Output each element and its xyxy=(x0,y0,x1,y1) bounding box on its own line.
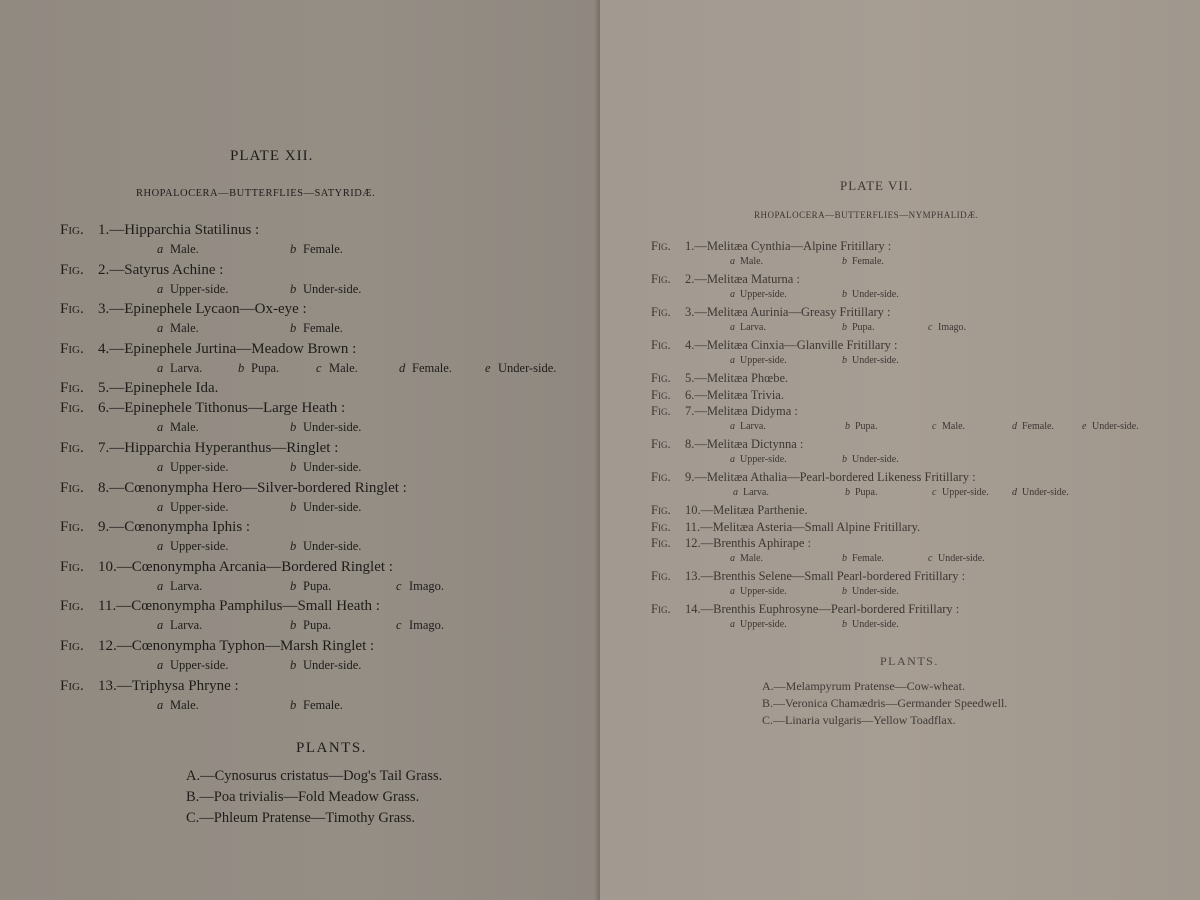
figure-caption: 1.—Hipparchia Statilinus : xyxy=(98,222,260,238)
view-letter: a xyxy=(157,360,164,375)
figure-caption: 10.—Cœnonympha Arcania—Bordered Ringlet : xyxy=(98,558,393,575)
view-letter: a xyxy=(157,499,164,514)
view-label: Upper-side. xyxy=(170,658,229,672)
plate-title: PLATE XII. xyxy=(230,148,314,164)
figure-label: Fig. xyxy=(651,305,671,319)
plants-title: PLANTS. xyxy=(880,654,939,668)
view-letter: b xyxy=(290,281,297,296)
view-label: Female. xyxy=(303,321,343,336)
figure-label: Fig. xyxy=(60,440,84,456)
view-label: Under-side. xyxy=(303,281,362,296)
figure-caption: 12.—Brenthis Aphirape : xyxy=(685,536,812,550)
figure-caption: 8.—Cœnonympha Hero—Silver-bordered Ringlet : xyxy=(98,479,407,496)
plate-subtitle: RHOPALOCERA—BUTTERFLIES—SATYRIDÆ. xyxy=(136,188,376,199)
figure-caption: 12.—Cœnonympha Typhon—Marsh Ringlet : xyxy=(98,638,375,654)
view-label: Larva. xyxy=(743,486,769,498)
view-letter: a xyxy=(157,281,164,296)
plant-entry: B.—Veronica Chamædris—Germander Speedwell. xyxy=(762,696,1008,710)
figure-caption: 7.—Hipparchia Hyperanthus—Ringlet : xyxy=(98,440,339,456)
plate-subtitle: RHOPALOCERA—BUTTERFLIES—NYMPHALIDÆ. xyxy=(754,210,979,220)
figure-caption: 4.—Epinephele Jurtina—Meadow Brown : xyxy=(98,340,357,357)
view-letter: c xyxy=(928,552,933,564)
view-label: Upper-side. xyxy=(170,499,229,514)
view-letter: c xyxy=(932,420,937,432)
view-letter: c xyxy=(932,486,937,498)
figure-caption: 11.—Cœnonympha Pamphilus—Small Heath : xyxy=(98,598,380,615)
view-label: Male. xyxy=(740,552,764,564)
view-letter: a xyxy=(730,453,735,465)
view-label: Under-side. xyxy=(303,539,362,554)
figure-label: Fig. xyxy=(651,536,671,550)
figure-label: Fig. xyxy=(651,387,671,402)
view-letter: b xyxy=(842,255,847,267)
view-label: Under-side. xyxy=(498,360,557,375)
view-letter: b xyxy=(290,242,297,256)
figure-caption: 10.—Melitæa Parthenie. xyxy=(685,503,808,517)
figure-caption: 4.—Melitæa Cinxia—Glanville Fritillary : xyxy=(685,338,898,352)
figure-caption: 13.—Triphysa Phryne : xyxy=(98,677,239,694)
view-letter: b xyxy=(842,321,847,333)
view-letter: a xyxy=(730,420,735,432)
figure-label: Fig. xyxy=(60,519,84,536)
figure-label: Fig. xyxy=(60,479,84,496)
figure-caption: 6.—Epinephele Tithonus—Large Heath : xyxy=(98,400,346,417)
view-label: Pupa. xyxy=(852,321,875,333)
view-letter: b xyxy=(290,420,297,435)
figure-caption: 5.—Epinephele Ida. xyxy=(98,380,219,397)
view-letter: a xyxy=(730,618,735,630)
figure-label: Fig. xyxy=(651,437,671,451)
plant-entry: A.—Melampyrum Pratense—Cow-wheat. xyxy=(762,679,965,693)
view-letter: b xyxy=(290,697,297,712)
figure-caption: 3.—Melitæa Aurinia—Greasy Fritillary : xyxy=(685,305,891,319)
view-label: Under-side. xyxy=(1092,420,1139,432)
figure-caption: 9.—Melitæa Athalia—Pearl-bordered Likeness Fritillary : xyxy=(685,470,976,484)
view-label: Upper-side. xyxy=(170,539,229,554)
view-letter: d xyxy=(1012,486,1017,498)
view-label: Upper-side. xyxy=(740,354,787,366)
view-letter: a xyxy=(730,255,735,267)
view-label: Pupa. xyxy=(303,578,332,593)
view-label: Imago. xyxy=(938,321,967,333)
view-letter: a xyxy=(730,552,735,564)
view-letter: a xyxy=(157,321,164,336)
figure-label: Fig. xyxy=(651,239,671,253)
view-label: Female. xyxy=(852,255,884,267)
view-letter: a xyxy=(157,242,164,256)
figure-label: Fig. xyxy=(60,400,84,417)
figure-caption: 3.—Epinephele Lycaon—Ox-eye : xyxy=(98,301,307,318)
view-label: Under-side. xyxy=(852,618,899,630)
view-label: Male. xyxy=(740,255,764,267)
view-letter: d xyxy=(1012,420,1017,432)
view-letter: a xyxy=(730,288,735,300)
view-label: Under-side. xyxy=(1022,486,1069,498)
view-letter: b xyxy=(290,618,297,633)
view-letter: b xyxy=(290,321,297,336)
view-letter: b xyxy=(842,618,847,630)
figure-caption: 2.—Satyrus Achine : xyxy=(98,261,224,278)
view-letter: a xyxy=(157,697,164,712)
view-letter: a xyxy=(157,618,164,633)
figure-label: Fig. xyxy=(651,503,671,517)
view-letter: a xyxy=(730,354,735,366)
view-label: Female. xyxy=(412,360,452,375)
figure-label: Fig. xyxy=(651,602,671,616)
view-label: Upper-side. xyxy=(740,453,787,465)
view-label: Under-side. xyxy=(852,354,899,366)
figure-caption: 11.—Melitæa Asteria—Small Alpine Fritillary. xyxy=(685,519,921,534)
view-label: Larva. xyxy=(740,321,766,333)
view-label: Upper-side. xyxy=(170,460,229,474)
figure-caption: 2.—Melitæa Maturna : xyxy=(685,272,800,286)
view-label: Male. xyxy=(170,697,199,712)
view-letter: b xyxy=(238,360,245,375)
figure-label: Fig. xyxy=(60,261,84,278)
figure-label: Fig. xyxy=(651,371,671,385)
view-label: Male. xyxy=(170,321,199,336)
plate-title: PLATE VII. xyxy=(840,178,914,193)
figure-caption: 8.—Melitæa Dictynna : xyxy=(685,437,804,451)
view-letter: b xyxy=(842,552,847,564)
view-letter: b xyxy=(290,539,297,554)
view-letter: b xyxy=(842,354,847,366)
figure-caption: 5.—Melitæa Phœbe. xyxy=(685,371,789,385)
view-label: Larva. xyxy=(740,420,766,432)
view-label: Under-side. xyxy=(303,420,362,435)
view-label: Larva. xyxy=(170,360,203,375)
view-label: Larva. xyxy=(170,578,203,593)
view-label: Under-side. xyxy=(852,453,899,465)
figure-caption: 14.—Brenthis Euphrosyne—Pearl-bordered Fritillary : xyxy=(685,602,960,616)
view-letter: a xyxy=(730,585,735,597)
view-letter: b xyxy=(845,420,850,432)
figure-label: Fig. xyxy=(60,222,84,238)
view-letter: e xyxy=(1082,420,1087,432)
view-label: Upper-side. xyxy=(942,486,989,498)
plant-entry: C.—Phleum Pratense—Timothy Grass. xyxy=(186,810,416,826)
plant-entry: C.—Linaria vulgaris—Yellow Toadflax. xyxy=(762,713,956,727)
view-label: Under-side. xyxy=(938,552,985,564)
view-label: Upper-side. xyxy=(740,288,787,300)
view-label: Larva. xyxy=(170,618,203,633)
view-label: Male. xyxy=(942,420,966,432)
figure-caption: 1.—Melitæa Cynthia—Alpine Fritillary : xyxy=(685,239,892,253)
figure-caption: 13.—Brenthis Selene—Small Pearl-bordered Fritillary : xyxy=(685,569,966,583)
view-letter: c xyxy=(316,360,322,375)
view-label: Pupa. xyxy=(855,420,878,432)
view-label: Under-side. xyxy=(852,288,899,300)
view-letter: c xyxy=(396,578,402,593)
view-letter: a xyxy=(733,486,738,498)
view-letter: b xyxy=(842,288,847,300)
view-letter: a xyxy=(157,578,164,593)
view-label: Pupa. xyxy=(303,618,332,633)
view-letter: b xyxy=(290,499,297,514)
view-label: Upper-side. xyxy=(170,281,229,296)
view-letter: d xyxy=(399,360,406,375)
view-label: Female. xyxy=(303,697,343,712)
figure-label: Fig. xyxy=(651,272,671,286)
view-label: Imago. xyxy=(409,578,445,593)
figure-label: Fig. xyxy=(60,677,84,694)
figure-label: Fig. xyxy=(651,338,671,352)
view-label: Imago. xyxy=(409,618,445,633)
view-letter: a xyxy=(730,321,735,333)
view-label: Male. xyxy=(170,242,199,256)
view-letter: b xyxy=(842,453,847,465)
figure-label: Fig. xyxy=(651,569,671,583)
view-letter: b xyxy=(845,486,850,498)
figure-caption: 7.—Melitæa Didyma : xyxy=(685,404,798,418)
view-letter: b xyxy=(290,578,297,593)
view-letter: b xyxy=(290,460,297,474)
right-page xyxy=(600,0,1200,900)
view-label: Male. xyxy=(170,420,199,435)
view-label: Under-side. xyxy=(303,460,362,474)
view-label: Pupa. xyxy=(251,360,280,375)
view-letter: b xyxy=(842,585,847,597)
figure-caption: 6.—Melitæa Trivia. xyxy=(685,387,784,402)
figure-label: Fig. xyxy=(651,470,671,484)
view-label: Under-side. xyxy=(852,585,899,597)
figure-label: Fig. xyxy=(60,340,84,357)
figure-label: Fig. xyxy=(60,558,84,575)
view-label: Pupa. xyxy=(855,486,878,498)
view-letter: b xyxy=(290,658,297,672)
view-letter: e xyxy=(485,360,491,375)
figure-label: Fig. xyxy=(60,598,84,615)
figure-caption: 9.—Cœnonympha Iphis : xyxy=(98,519,251,536)
view-label: Under-side. xyxy=(303,499,362,514)
view-label: Female. xyxy=(1022,420,1054,432)
plants-title: PLANTS. xyxy=(296,740,367,756)
view-label: Male. xyxy=(329,360,358,375)
figure-label: Fig. xyxy=(60,638,84,654)
view-letter: a xyxy=(157,460,164,474)
view-letter: c xyxy=(396,618,402,633)
view-label: Under-side. xyxy=(303,658,362,672)
view-label: Female. xyxy=(303,242,343,256)
plant-entry: B.—Poa trivialis—Fold Meadow Grass. xyxy=(186,789,420,805)
figure-label: Fig. xyxy=(651,404,671,418)
view-label: Upper-side. xyxy=(740,618,787,630)
plant-entry: A.—Cynosurus cristatus—Dog's Tail Grass. xyxy=(186,768,443,784)
view-letter: a xyxy=(157,658,164,672)
view-letter: c xyxy=(928,321,933,333)
view-label: Upper-side. xyxy=(740,585,787,597)
figure-label: Fig. xyxy=(651,519,671,534)
figure-label: Fig. xyxy=(60,301,84,318)
view-letter: a xyxy=(157,539,164,554)
figure-label: Fig. xyxy=(60,380,84,397)
view-letter: a xyxy=(157,420,164,435)
view-label: Female. xyxy=(852,552,884,564)
